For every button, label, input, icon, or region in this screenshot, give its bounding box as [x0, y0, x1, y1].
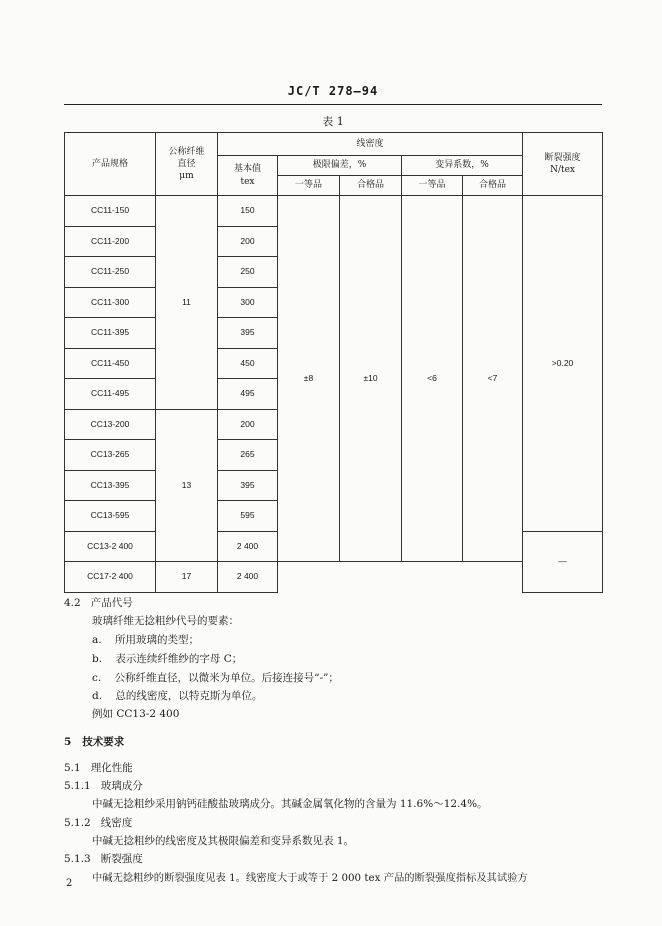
row-spec: CC11-150: [65, 196, 156, 227]
section-5-1-heading: [64, 760, 133, 775]
row-spec: CC11-495: [65, 379, 156, 410]
breaking-strength-value: >0.20: [523, 196, 603, 532]
section-title: 产品代号: [90, 597, 133, 609]
header-nominal-diameter-unit: μm: [179, 171, 194, 182]
section-number: 4.2: [64, 597, 81, 609]
cv-qualified-value: <7: [463, 196, 523, 562]
diameter-11: 11: [156, 196, 218, 410]
row-tex: 250: [218, 257, 278, 288]
row-tex: 495: [218, 379, 278, 410]
section-5-1-3-heading: [64, 851, 143, 866]
header-rule: [64, 104, 602, 105]
section-4-2-heading: [64, 595, 133, 610]
row-spec: CC13-200: [65, 409, 156, 440]
cv-first-grade-value: <6: [402, 196, 463, 562]
row-tex: 450: [218, 348, 278, 379]
section-5-1-3-text: 中碱无捻粗纱的断裂强度见表 1。线密度大于或等于 2 000 tex 产品的断裂强度指标及其试验方: [92, 872, 528, 884]
header-limit-first-grade: 一等品: [278, 176, 340, 196]
row-tex: 395: [218, 318, 278, 349]
header-base-value: [218, 156, 278, 196]
header-base-value-label: 基本值: [233, 164, 261, 175]
page-number: 2: [66, 878, 73, 889]
list-item-label: c.: [92, 672, 102, 684]
document-code-header: JC/T 278—94: [287, 84, 379, 98]
row-spec: CC11-250: [65, 257, 156, 288]
row-spec: CC13-595: [65, 501, 156, 532]
row-spec: CC13-2 400: [65, 531, 156, 562]
header-breaking-strength-unit: N/tex: [550, 165, 576, 175]
header-nominal-diameter-line1: 公称纤维: [168, 146, 205, 157]
list-item-label: b.: [92, 653, 103, 665]
row-spec: CC17-2 400: [65, 562, 156, 593]
diameter-17: 17: [156, 562, 218, 593]
section-title: 断裂强度: [100, 853, 143, 865]
header-nominal-diameter: [156, 133, 218, 196]
section-title: 玻璃成分: [100, 780, 143, 792]
row-tex: 395: [218, 470, 278, 501]
header-cv-first-grade: 一等品: [402, 176, 463, 196]
row-spec: CC11-395: [65, 318, 156, 349]
row-tex: 200: [218, 226, 278, 257]
list-item: [92, 688, 262, 703]
row-tex: 595: [218, 501, 278, 532]
breaking-strength-na: —: [523, 531, 603, 592]
row-tex: 200: [218, 409, 278, 440]
row-tex: 300: [218, 287, 278, 318]
header-nominal-diameter-line2: 直径: [177, 158, 196, 169]
row-tex: 2 400: [218, 531, 278, 562]
header-breaking-strength-label: 断裂强度: [544, 152, 581, 163]
limit-qualified-value: ±10: [340, 196, 402, 562]
list-item: [92, 632, 199, 647]
list-item-text: 总的线密度，以特克斯为单位。: [115, 690, 263, 702]
section-title: 技术要求: [82, 736, 125, 748]
header-limit-qualified: 合格品: [340, 176, 402, 196]
header-cv-qualified: 合格品: [463, 176, 523, 196]
header-limit-deviation: 极限偏差，%: [278, 156, 402, 176]
section-5-1-1-heading: [64, 778, 143, 793]
list-item-label: d.: [92, 690, 103, 702]
row-tex: 265: [218, 440, 278, 471]
section-5-1-1-text: 中碱无捻粗纱采用钠钙硅酸盐玻璃成分。其碱金属氧化物的含量为 11.6%～12.4%。: [92, 798, 488, 810]
row-spec: CC11-450: [65, 348, 156, 379]
header-product-spec: 产品规格: [65, 133, 156, 196]
section-4-2-intro: 玻璃纤维无捻粗纱代号的要素：: [92, 615, 239, 627]
section-5-1-2-heading: [64, 815, 132, 830]
list-item-text: 公称纤维直径，以微米为单位。后接连接号“-”；: [114, 672, 339, 684]
specification-table: [64, 132, 603, 593]
section-number: 5: [64, 736, 72, 748]
table-caption: 表 1: [322, 115, 344, 128]
example-text: 例如 CC13-2 400: [92, 708, 180, 720]
section-number: 5.1: [64, 762, 81, 774]
row-tex: 150: [218, 196, 278, 227]
section-number: 5.1.3: [64, 853, 91, 865]
list-item: [92, 651, 242, 666]
header-base-value-unit: tex: [240, 176, 255, 187]
section-number: 5.1.1: [64, 780, 91, 792]
row-spec: CC11-300: [65, 287, 156, 318]
row-spec: CC13-395: [65, 470, 156, 501]
section-title: 理化性能: [90, 762, 133, 774]
row-spec: CC11-200: [65, 226, 156, 257]
row-tex: 2 400: [218, 562, 278, 593]
section-5-heading: [64, 734, 124, 749]
header-linear-density: 线密度: [218, 133, 523, 156]
list-item-text: 所用玻璃的类型；: [114, 634, 199, 646]
list-item-label: a.: [92, 634, 102, 646]
diameter-13: 13: [156, 409, 218, 562]
limit-first-grade-value: ±8: [278, 196, 340, 562]
list-item: [92, 670, 339, 685]
header-breaking-strength: [523, 133, 603, 196]
section-5-1-2-text: 中碱无捻粗纱的线密度及其极限偏差和变异系数见表 1。: [92, 835, 355, 847]
header-cv: 变异系数，%: [402, 156, 523, 176]
row-spec: CC13-265: [65, 440, 156, 471]
section-number: 5.1.2: [64, 817, 91, 829]
list-item-text: 表示连续纤维纱的字母 C；: [115, 653, 243, 665]
section-title: 线密度: [100, 817, 133, 829]
